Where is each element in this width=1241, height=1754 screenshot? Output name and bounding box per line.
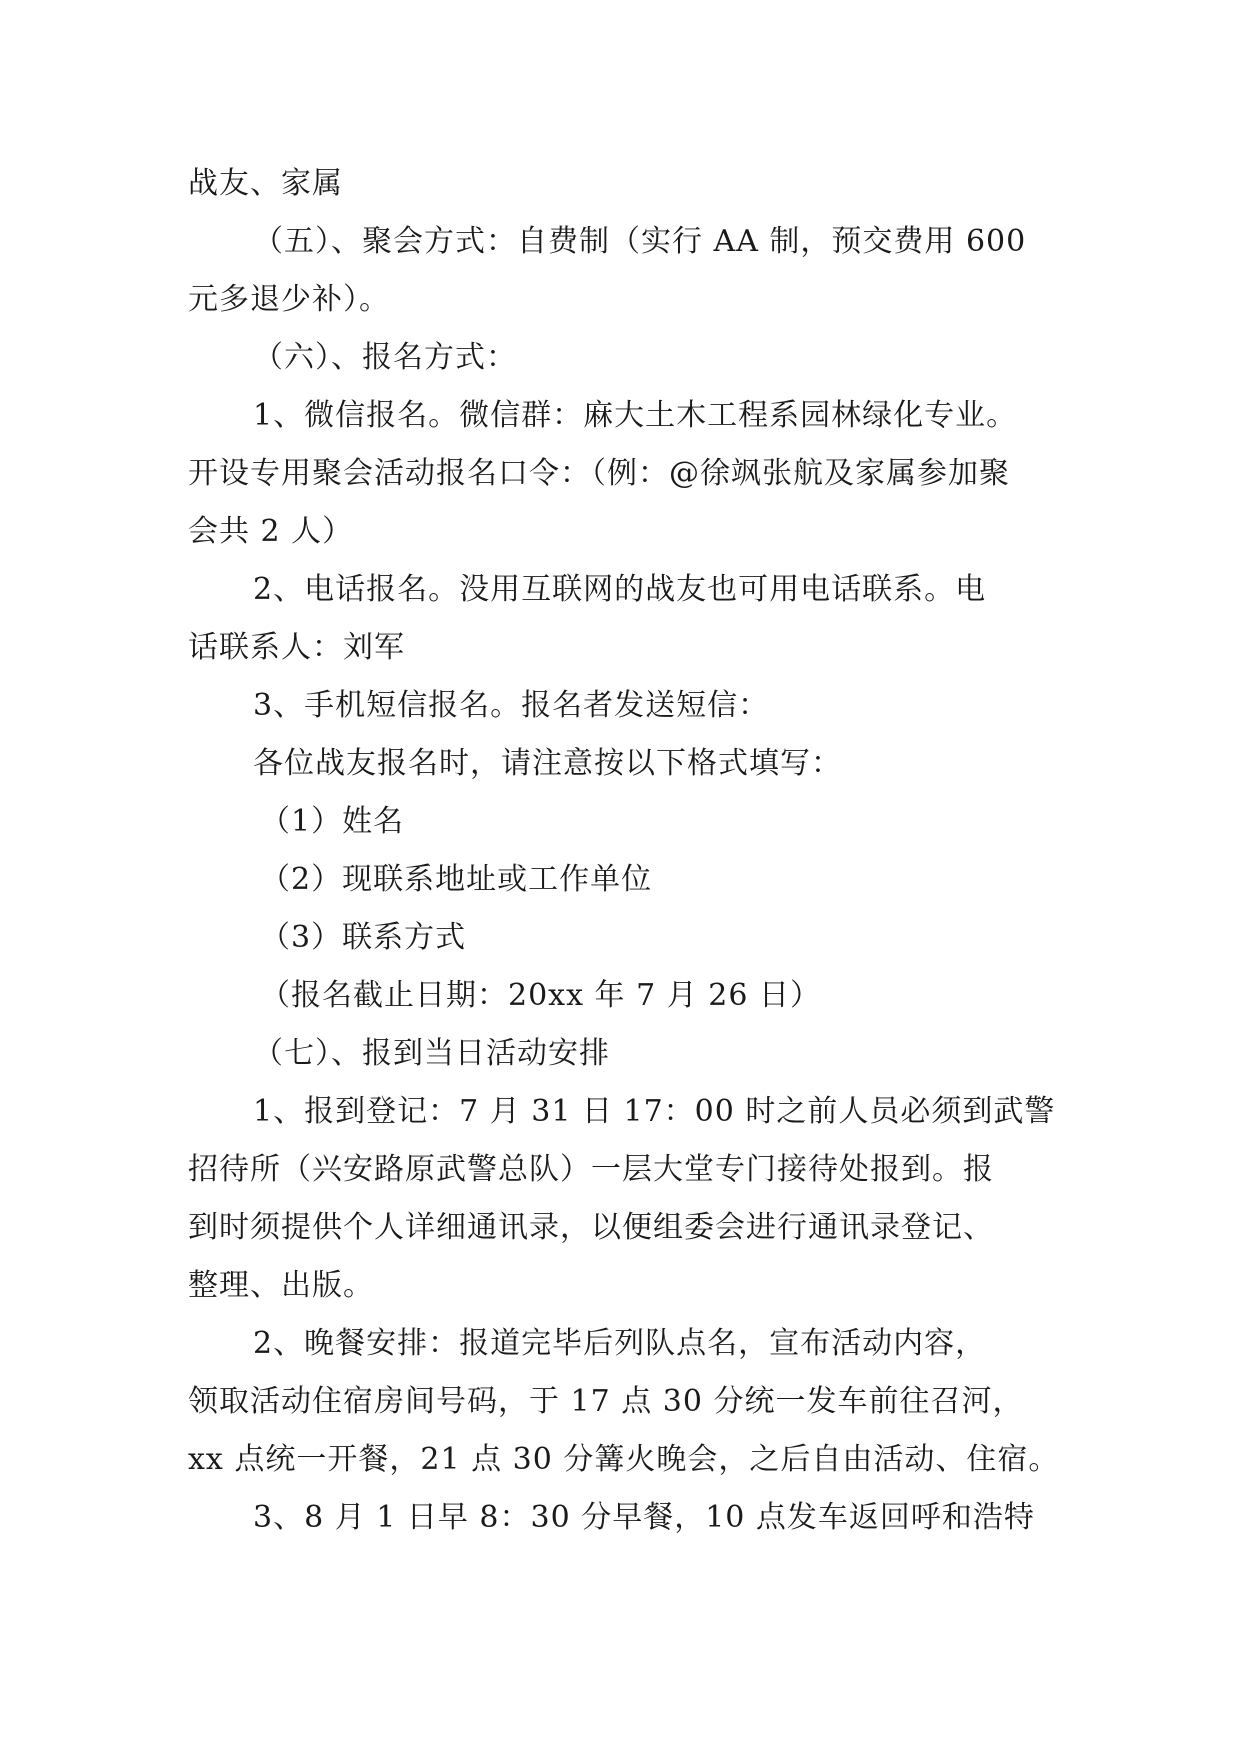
text-line: （六）、报名方式：	[253, 340, 517, 375]
text-line: （2）现联系地址或工作单位	[260, 862, 653, 897]
text-line: 元多退少补）。	[188, 282, 390, 317]
text-line: 各位战友报名时，请注意按以下格式填写：	[253, 746, 842, 781]
text-line: （七）、报到当日活动安排	[253, 1036, 610, 1071]
text-line: 3、8 月 1 日早 8：30 分早餐，10 点发车返回呼和浩特	[253, 1500, 1035, 1535]
text-line: 2、电话报名。没用互联网的战友也可用电话联系。电	[253, 572, 987, 607]
text-line: 1、报到登记：7 月 31 日 17：00 时之前人员必须到武警	[253, 1094, 1056, 1129]
text-line: xx 点统一开餐，21 点 30 分篝火晚会，之后自由活动、住宿。	[188, 1442, 1060, 1477]
text-line: 招待所（兴安路原武警总队）一层大堂专门接待处报到。报	[188, 1152, 994, 1187]
text-line: （报名截止日期：20xx 年 7 月 26 日）	[260, 978, 821, 1013]
text-line: 2、晚餐安排：报道完毕后列队点名，宣布活动内容，	[253, 1326, 987, 1361]
text-line: 会共 2 人）	[188, 514, 354, 549]
text-line: （3）联系方式	[260, 920, 467, 955]
text-line: 话联系人：刘军	[188, 630, 405, 665]
text-line: （五）、聚会方式：自费制（实行 AA 制，预交费用 600	[253, 224, 1027, 259]
text-line: 战友、家属	[188, 166, 343, 201]
text-line: 3、手机短信报名。报名者发送短信：	[253, 688, 770, 723]
text-line: 1、微信报名。微信群：麻大土木工程系园林绿化专业。	[253, 398, 1018, 433]
text-line: 开设专用聚会活动报名口令：（例：@徐飒张航及家属参加聚	[188, 456, 1010, 491]
text-line: 领取活动住宿房间号码，于 17 点 30 分统一发车前往召河，	[188, 1384, 1024, 1419]
text-line: 到时须提供个人详细通讯录，以便组委会进行通讯录登记、	[188, 1210, 994, 1245]
text-line: 整理、出版。	[188, 1268, 374, 1303]
text-line: （1）姓名	[260, 804, 405, 839]
